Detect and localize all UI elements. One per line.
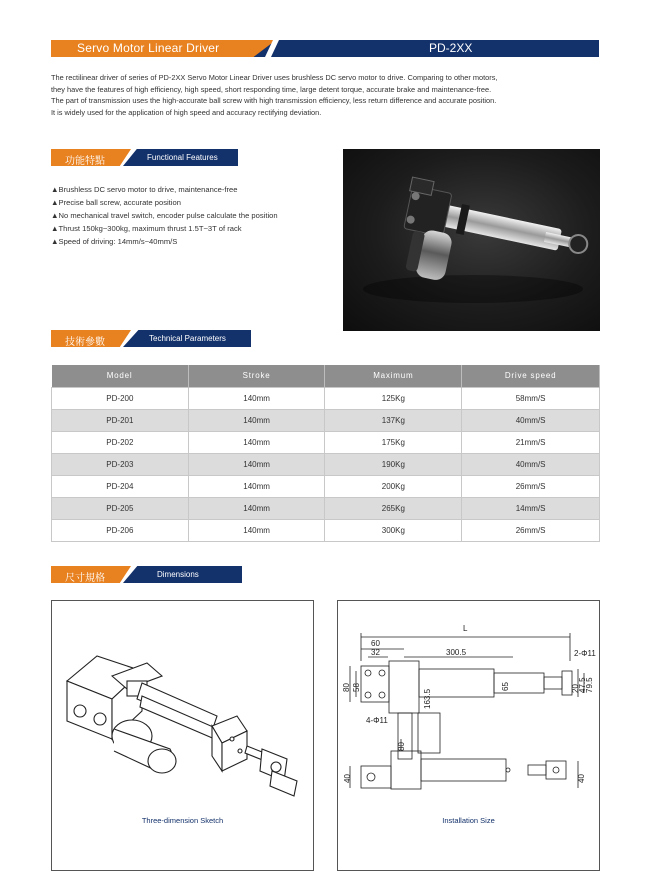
cell-maximum: 200Kg [325,475,462,497]
cell-drive-speed: 58mm/S [462,387,600,409]
dim-label-300-5: 300.5 [446,648,467,657]
dimensions-tag [51,566,242,583]
cell-maximum: 300Kg [325,519,462,541]
cell-maximum: 190Kg [325,453,462,475]
dim-label-40-right: 40 [577,774,586,783]
cell-stroke: 140mm [188,409,325,431]
dim-label-65: 65 [501,682,510,691]
product-photo-illustration [343,149,600,331]
dim-label-L: L [463,624,468,633]
cell-model: PD-201 [52,409,189,431]
feature-item: ▲Thrust 150kg~300kg, maximum thrust 1.5T~3T of rack [51,224,242,233]
table-row [52,475,600,497]
column-header-model: Model [52,365,189,387]
column-header-maximum: Maximum [325,365,462,387]
features-tag-cn: 功能特點 [65,156,105,167]
product-title: Servo Motor Linear Driver [77,41,220,55]
cell-model: PD-202 [52,431,189,453]
dim-label-80: 80 [342,683,351,692]
dim-label-163-5: 163.5 [423,688,432,709]
dim-label-58: 58 [352,683,361,692]
dim-label-32: 32 [371,648,380,657]
cell-model: PD-204 [52,475,189,497]
cell-maximum: 137Kg [325,409,462,431]
parameters-table [51,365,600,542]
dimensions-tag-en: Dimensions [157,570,199,579]
feature-item: ▲Speed of driving: 14mm/s~40mm/S [51,237,178,246]
table-row [52,409,600,431]
features-tag-en: Functional Features [147,153,218,162]
three-dimension-caption: Three-dimension Sketch [141,816,224,825]
table-header-row [52,365,600,387]
three-dimension-sketch [52,621,313,821]
intro-line: they have the features of high efficiency, high speed, short responding time, large detent torque, accurate brake and maintenance-free. [51,84,492,94]
installation-size-panel [337,600,600,871]
cell-drive-speed: 26mm/S [462,519,600,541]
cell-stroke: 140mm [188,475,325,497]
cell-model: PD-203 [52,453,189,475]
intro-line: It is widely used for the application of high speed and accuracy rectifying deviation. [51,107,322,117]
cell-stroke: 140mm [188,497,325,519]
dim-label-47-5: 47.5 [578,677,587,693]
cell-drive-speed: 40mm/S [462,409,600,431]
cell-model: PD-206 [52,519,189,541]
cell-drive-speed: 14mm/S [462,497,600,519]
dim-label-2-phi11: 2-Φ11 [574,649,596,658]
intro-line: The part of transmission uses the high-accurate ball screw with high transmission efficiency, less return difference and accurate position. [51,96,497,105]
cell-maximum: 125Kg [325,387,462,409]
dim-label-40-left: 40 [343,774,352,783]
features-tag [51,149,238,166]
column-header-drive-speed: Drive speed [462,365,600,387]
cell-drive-speed: 40mm/S [462,453,600,475]
dim-label-80-side: 80 [397,742,406,751]
table-row [52,387,600,409]
feature-item: ▲Precise ball screw, accurate position [51,198,181,207]
table-row [52,497,600,519]
title-banner [51,40,599,57]
dim-label-20: 20 [571,684,580,693]
table-row [52,431,600,453]
cell-drive-speed: 26mm/S [462,475,600,497]
column-header-stroke: Stroke [188,365,325,387]
parameters-tag-en: Technical Parameters [149,334,226,343]
cell-stroke: 140mm [188,453,325,475]
intro-paragraph [51,72,601,118]
table-row [52,519,600,541]
model-series: PD-2XX [429,41,473,55]
parameters-tag-cn: 技術參數 [65,337,105,348]
dim-label-79-5: 79.5 [585,677,594,693]
cell-drive-speed: 21mm/S [462,431,600,453]
dim-label-4-phi11: 4-Φ11 [366,716,388,725]
three-dimension-sketch-panel [51,600,314,871]
cell-maximum: 265Kg [325,497,462,519]
intro-line: The rectilinear driver of series of PD-2XX Servo Motor Linear Driver uses brushless DC servo motor to drive. Comparing to other motors, [51,73,498,82]
dim-label-60: 60 [371,639,380,648]
features-list [51,183,311,248]
cell-model: PD-205 [52,497,189,519]
cell-stroke: 140mm [188,519,325,541]
feature-item: ▲Brushless DC servo motor to drive, maintenance-free [51,185,238,194]
installation-drawing [338,611,599,811]
feature-item: ▲No mechanical travel switch, encoder pulse calculate the position [51,211,278,220]
dimensions-tag-cn: 尺寸規格 [65,573,105,584]
product-photo [343,149,600,331]
cell-model: PD-200 [52,387,189,409]
table-row [52,453,600,475]
parameters-tag [51,330,251,347]
installation-size-caption: Installation Size [442,816,495,825]
cell-stroke: 140mm [188,387,325,409]
cell-stroke: 140mm [188,431,325,453]
cell-maximum: 175Kg [325,431,462,453]
